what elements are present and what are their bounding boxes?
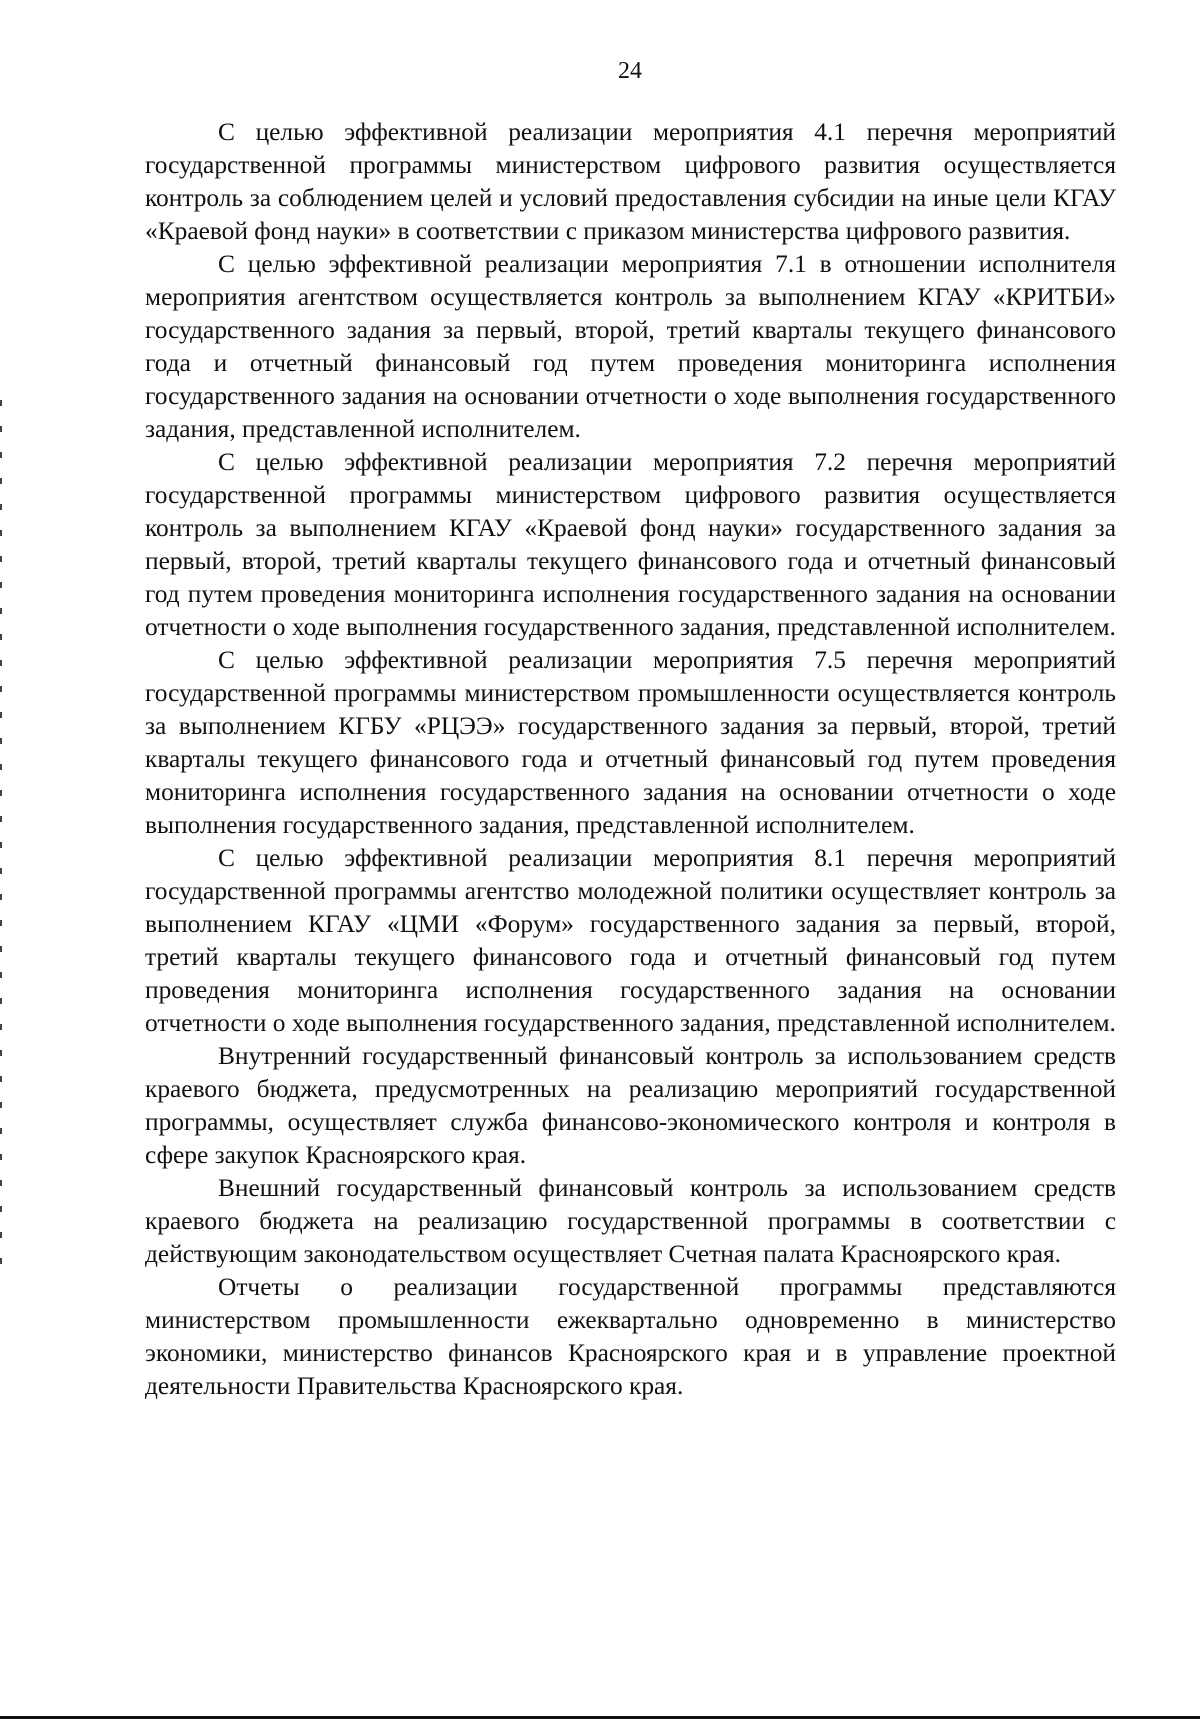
paragraph-activity-4-1: С целью эффективной реализации мероприятия 4.1 перечня мероприятий государственной программы министерством цифрового развития осуществляется контроль за соблюдением целей и условий предоставления субсидии на иные цели КГАУ «Краевой фонд науки» в соответствии с приказом министерства цифрового развития. <box>145 118 1116 245</box>
document-body <box>145 116 1116 1403</box>
paragraph-internal-control: Внутренний государственный финансовый контроль за использованием средств краевого бюджета, предусмотренных на реализацию мероприятий государственной программы, осуществляет служба финансово-экономического контроля и контроля в сфере закупок Красноярского края. <box>145 1042 1116 1169</box>
paragraph-activity-7-1: С целью эффективной реализации мероприятия 7.1 в отношении исполнителя мероприятия агентством осуществляется контроль за выполнением КГАУ «КРИТБИ» государственного задания за первый, второй, третий кварталы текущего финансового года и отчетный финансовый год путем проведения мониторинга исполнения государственного задания на основании отчетности о ходе выполнения государственного задания, представленной исполнителем. <box>145 250 1116 443</box>
paragraph-external-control: Внешний государственный финансовый контроль за использованием средств краевого бюджета на реализацию государственной программы в соответствии с действующим законодательством осуществляет Счетная палата Красноярского края. <box>145 1174 1116 1268</box>
paragraph-activity-7-2: С целью эффективной реализации мероприятия 7.2 перечня мероприятий государственной программы министерством цифрового развития осуществляется контроль за выполнением КГАУ «Краевой фонд науки» государственного задания за первый, второй, третий кварталы текущего финансового года и отчетный финансовый год путем проведения мониторинга исполнения государственного задания на основании отчетности о ходе выполнения государственного задания, представленной исполнителем. <box>145 448 1116 641</box>
binding-margin-marks <box>0 400 2 1280</box>
bottom-border-line <box>0 1716 1200 1719</box>
paragraph-activity-8-1: С целью эффективной реализации мероприятия 8.1 перечня мероприятий государственной программы агентство молодежной политики осуществляет контроль за выполнением КГАУ «ЦМИ «Форум» государственного задания за первый, второй, третий кварталы текущего финансового года и отчетный финансовый год путем проведения мониторинга исполнения государственного задания на основании отчетности о ходе выполнения государственного задания, представленной исполнителем. <box>145 844 1116 1037</box>
page-number: 24 <box>618 58 642 84</box>
paragraph-activity-7-5: С целью эффективной реализации мероприятия 7.5 перечня мероприятий государственной программы министерством промышленности осуществляется контроль за выполнением КГБУ «РЦЭЭ» государственного задания за первый, второй, третий кварталы текущего финансового года и отчетный финансовый год путем проведения мониторинга исполнения государственного задания на основании отчетности о ходе выполнения государственного задания, представленной исполнителем. <box>145 646 1116 839</box>
paragraph-reports: Отчеты о реализации государственной программы представляются министерством промышленности ежеквартально одновременно в министерство экономики, министерство финансов Красноярского края и в управление проектной деятельности Правительства Красноярского края. <box>145 1273 1116 1400</box>
